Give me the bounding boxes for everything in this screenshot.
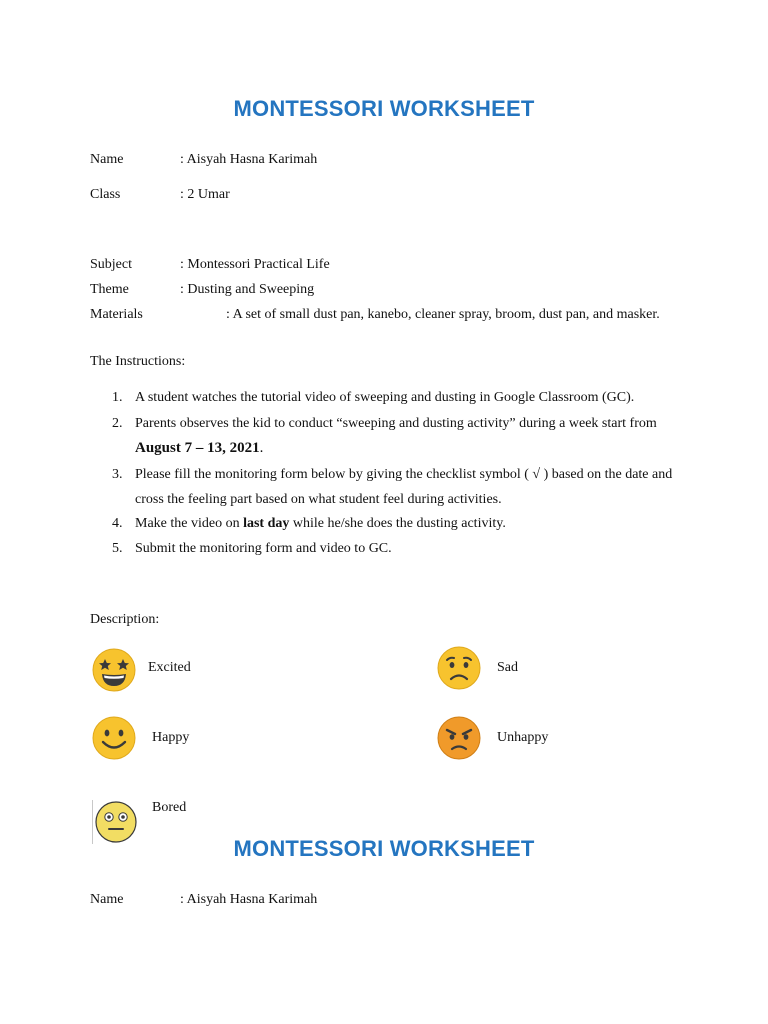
description-heading: Description:: [90, 612, 160, 627]
instruction-4-bold: last day: [243, 516, 290, 531]
feeling-label-excited: Excited: [148, 660, 191, 675]
star-eyes-face-icon: [92, 648, 136, 692]
instructions-heading: The Instructions:: [90, 354, 186, 369]
second-worksheet-title: MONTESSORI WORKSHEET: [233, 836, 535, 861]
instruction-4-pre: Make the video on: [135, 516, 244, 531]
instruction-item-5: Submit the monitoring form and video to GC.: [135, 541, 392, 556]
feeling-label-happy: Happy: [152, 730, 190, 745]
name-label: Name: [90, 152, 124, 167]
instruction-item-3: Please fill the monitoring form below by giving the checklist symbol ( √ ) based on the date and: [135, 467, 673, 482]
smiling-face-icon: [92, 716, 136, 760]
materials-label: Materials: [90, 307, 143, 322]
second-name-value: : Aisyah Hasna Karimah: [180, 892, 318, 907]
sad-face-icon: [437, 646, 481, 690]
feeling-label-bored: Bored: [152, 800, 187, 815]
instruction-item-2: Parents observes the kid to conduct “sweeping and dusting activity” during a week start from: [135, 416, 657, 431]
instruction-item-2-date: [135, 439, 263, 457]
class-label: Class: [90, 187, 121, 202]
instruction-item-3-cont: cross the feeling part based on what student feel during activities.: [135, 492, 502, 507]
instruction-number: 1.: [112, 390, 123, 405]
worksheet-title: MONTESSORI WORKSHEET: [233, 96, 535, 121]
subject-value: : Montessori Practical Life: [180, 257, 330, 272]
theme-label: Theme: [90, 282, 129, 297]
instruction-number: 5.: [112, 541, 123, 556]
subject-label: Subject: [90, 257, 132, 272]
name-value: : Aisyah Hasna Karimah: [180, 152, 318, 167]
instruction-number: 2.: [112, 416, 123, 431]
angry-face-icon: [437, 716, 481, 760]
class-value: : 2 Umar: [180, 187, 230, 202]
second-name-label: Name: [90, 892, 124, 907]
feeling-label-sad: Sad: [497, 660, 518, 675]
instruction-number: 4.: [112, 516, 123, 531]
feeling-label-unhappy: Unhappy: [497, 730, 549, 745]
instruction-number: 3.: [112, 467, 123, 482]
date-period: .: [259, 440, 264, 456]
activity-date: August 7 – 13, 2021: [135, 440, 260, 456]
materials-value: : A set of small dust pan, kanebo, cleaner spray, broom, dust pan, and masker.: [226, 307, 660, 322]
instruction-item-1: A student watches the tutorial video of sweeping and dusting in Google Classroom (GC).: [135, 390, 635, 405]
instruction-4-post: while he/she does the dusting activity.: [289, 516, 506, 531]
theme-value: : Dusting and Sweeping: [180, 282, 315, 297]
instruction-item-4: [135, 515, 506, 533]
